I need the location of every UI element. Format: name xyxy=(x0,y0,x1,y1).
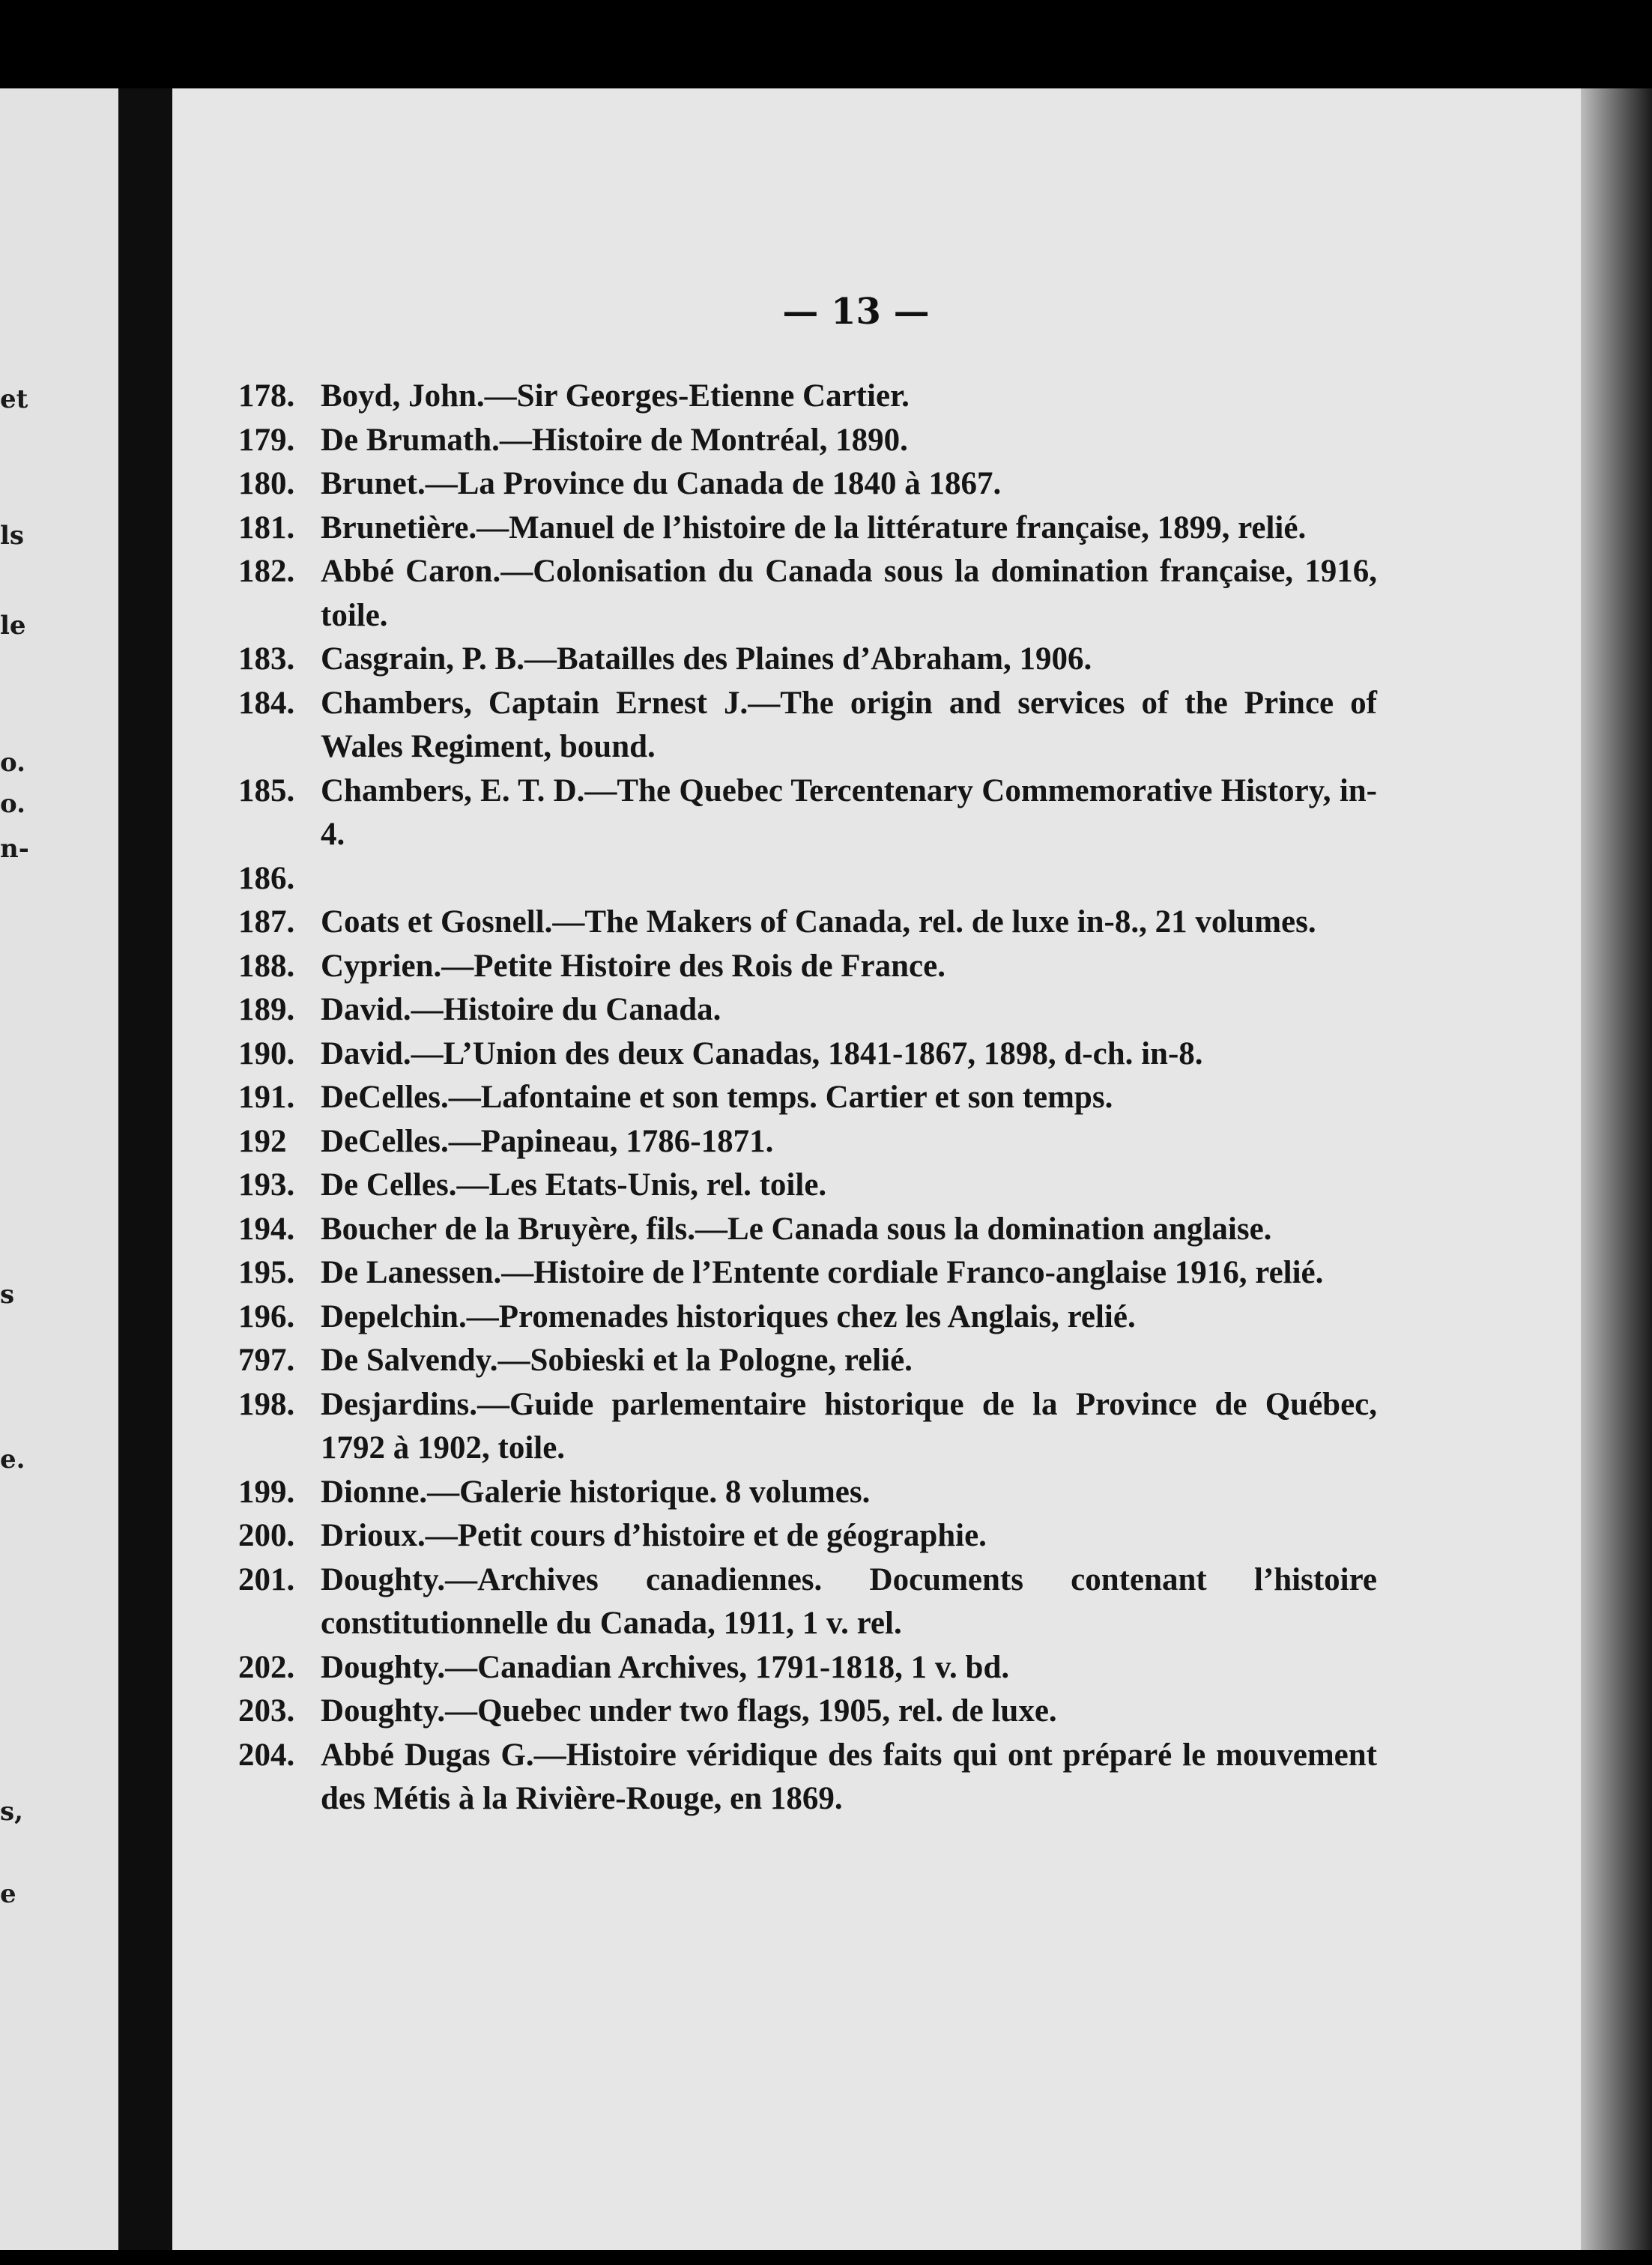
page-edge-shadow xyxy=(1581,88,1652,2250)
entry-text: David.—Histoire du Canada. xyxy=(321,992,721,1027)
previous-page-fragment: s, xyxy=(0,1797,23,1827)
entry-text: Cyprien.—Petite Histoire des Rois de France. xyxy=(321,948,945,984)
entry-number: 181. xyxy=(238,509,295,545)
previous-page-fragment: e. xyxy=(0,1445,25,1475)
entry-text: Drioux.—Petit cours d’histoire et de géographie. xyxy=(321,1518,987,1553)
entry-number: 201. xyxy=(238,1561,295,1597)
entry-number: 187. xyxy=(238,904,295,940)
entry-text: Abbé Caron.—Colonisation du Canada sous la domination française, 1916, toile. xyxy=(321,554,1377,633)
bibliography-entry xyxy=(238,1471,1377,1515)
bibliography-entry xyxy=(238,1076,1377,1120)
bibliography-entry xyxy=(238,1558,1377,1646)
entry-number: 183. xyxy=(238,641,295,677)
page-number: — 13 — xyxy=(782,291,930,333)
bibliography-entry xyxy=(238,1032,1377,1077)
previous-page-fragment: o. xyxy=(0,789,25,819)
entry-text: Dionne.—Galerie historique. 8 volumes. xyxy=(321,1474,871,1510)
bibliography-entry xyxy=(238,988,1377,1032)
bibliography-entry xyxy=(238,1514,1377,1558)
entry-number: 204. xyxy=(238,1737,295,1773)
entry-number: 180. xyxy=(238,466,295,501)
entry-number: 196. xyxy=(238,1298,295,1334)
bibliography-entry xyxy=(238,375,1377,419)
entry-text: Doughty.—Quebec under two flags, 1905, rel. de luxe. xyxy=(321,1693,1057,1729)
entry-text: Casgrain, P. B.—Batailles des Plaines d’Abraham, 1906. xyxy=(321,641,1092,677)
entry-text: Brunetière.—Manuel de l’histoire de la littérature française, 1899, relié. xyxy=(321,509,1307,545)
bibliography-entry xyxy=(238,550,1377,638)
bibliography-entry xyxy=(238,1208,1377,1252)
bibliography-entry xyxy=(238,1646,1377,1690)
bibliography-entry xyxy=(238,1339,1377,1383)
bibliography-entry xyxy=(238,638,1377,682)
entry-number: 192 xyxy=(238,1123,287,1159)
entry-text: Boyd, John.—Sir Georges-Etienne Cartier. xyxy=(321,378,910,414)
bibliography-entry xyxy=(238,945,1377,989)
entry-number: 184. xyxy=(238,685,295,721)
bibliography-entry xyxy=(238,1164,1377,1208)
entry-text: De Brumath.—Histoire de Montréal, 1890. xyxy=(321,422,908,458)
entry-text: Brunet.—La Province du Canada de 1840 à 1867. xyxy=(321,466,1002,501)
entry-number: 200. xyxy=(238,1518,295,1553)
entry-text: Abbé Dugas G.—Histoire véridique des faits qui ont préparé le mouvement des Métis à la Rivière-Rouge, en 1869. xyxy=(321,1737,1377,1816)
entry-text: Depelchin.—Promenades historiques chez les Anglais, relié. xyxy=(321,1298,1136,1334)
previous-page-fragment: s xyxy=(0,1280,15,1310)
entry-text: Boucher de la Bruyère, fils.—Le Canada sous la domination anglaise. xyxy=(321,1211,1272,1247)
bibliography-entry xyxy=(238,682,1377,769)
bibliography-entry xyxy=(238,769,1377,857)
entry-text: De Celles.—Les Etats-Unis, rel. toile. xyxy=(321,1167,827,1203)
entry-number: 198. xyxy=(238,1386,295,1422)
bibliography-entry xyxy=(238,419,1377,463)
bibliography-entry xyxy=(238,462,1377,506)
previous-page-fragment: n- xyxy=(0,834,29,864)
entry-number: 194. xyxy=(238,1211,295,1247)
bibliography-entry xyxy=(238,1383,1377,1471)
entry-number: 797. xyxy=(238,1343,295,1378)
previous-page-fragment: et xyxy=(0,384,28,414)
entry-text: Chambers, E. T. D.—The Quebec Tercentenary Commemorative History, in-4. xyxy=(321,772,1377,852)
bibliography-entry xyxy=(238,901,1377,945)
bibliography-entry xyxy=(238,857,1377,901)
previous-page-fragment: le xyxy=(0,611,26,641)
previous-page-strip xyxy=(0,88,118,2250)
entry-number: 182. xyxy=(238,554,295,589)
entry-number: 190. xyxy=(238,1035,295,1071)
entry-text: Doughty.—Archives canadiennes. Documents contenant l’histoire constitutionnelle du Canada, 1911, 1 v. rel. xyxy=(321,1561,1377,1641)
entry-number: 185. xyxy=(238,772,295,808)
book-gutter xyxy=(118,88,172,2250)
previous-page-fragment: ls xyxy=(0,521,25,551)
bibliography-entry xyxy=(238,1734,1377,1821)
entry-number: 195. xyxy=(238,1255,295,1290)
entry-text: De Lanessen.—Histoire de l’Entente cordiale Franco-anglaise 1916, relié. xyxy=(321,1255,1324,1290)
bibliography-entry xyxy=(238,1120,1377,1164)
entry-text: Desjardins.—Guide parlementaire historique de la Province de Québec, 1792 à 1902, toile. xyxy=(321,1386,1377,1466)
previous-page-fragment: o. xyxy=(0,748,25,778)
entry-text: Doughty.—Canadian Archives, 1791-1818, 1 v. bd. xyxy=(321,1649,1010,1685)
bibliography-entry xyxy=(238,1251,1377,1295)
bibliography-entry xyxy=(238,1295,1377,1340)
entry-text: DeCelles.—Papineau, 1786-1871. xyxy=(321,1123,774,1159)
bibliography-entry xyxy=(238,506,1377,551)
entry-number: 191. xyxy=(238,1080,295,1115)
entry-text: DeCelles.—Lafontaine et son temps. Cartier et son temps. xyxy=(321,1080,1113,1115)
entry-number: 199. xyxy=(238,1474,295,1510)
entry-text: Chambers, Captain Ernest J.—The origin and services of the Prince of Wales Regiment, bound. xyxy=(321,685,1377,764)
bibliography-entry xyxy=(238,1690,1377,1734)
entry-text: De Salvendy.—Sobieski et la Pologne, relié. xyxy=(321,1343,913,1378)
entry-number: 179. xyxy=(238,422,295,458)
entry-number: 202. xyxy=(238,1649,295,1685)
entry-number: 186. xyxy=(238,860,295,896)
entry-number: 178. xyxy=(238,378,295,414)
entry-number: 193. xyxy=(238,1167,295,1203)
bibliography-list xyxy=(238,375,1377,1821)
entry-number: 189. xyxy=(238,992,295,1027)
previous-page-fragment: e xyxy=(0,1879,16,1909)
entry-number: 188. xyxy=(238,948,295,984)
entry-text: David.—L’Union des deux Canadas, 1841-1867, 1898, d-ch. in-8. xyxy=(321,1035,1203,1071)
entry-text: Coats et Gosnell.—The Makers of Canada, rel. de luxe in-8., 21 volumes. xyxy=(321,904,1316,940)
entry-number: 203. xyxy=(238,1693,295,1729)
